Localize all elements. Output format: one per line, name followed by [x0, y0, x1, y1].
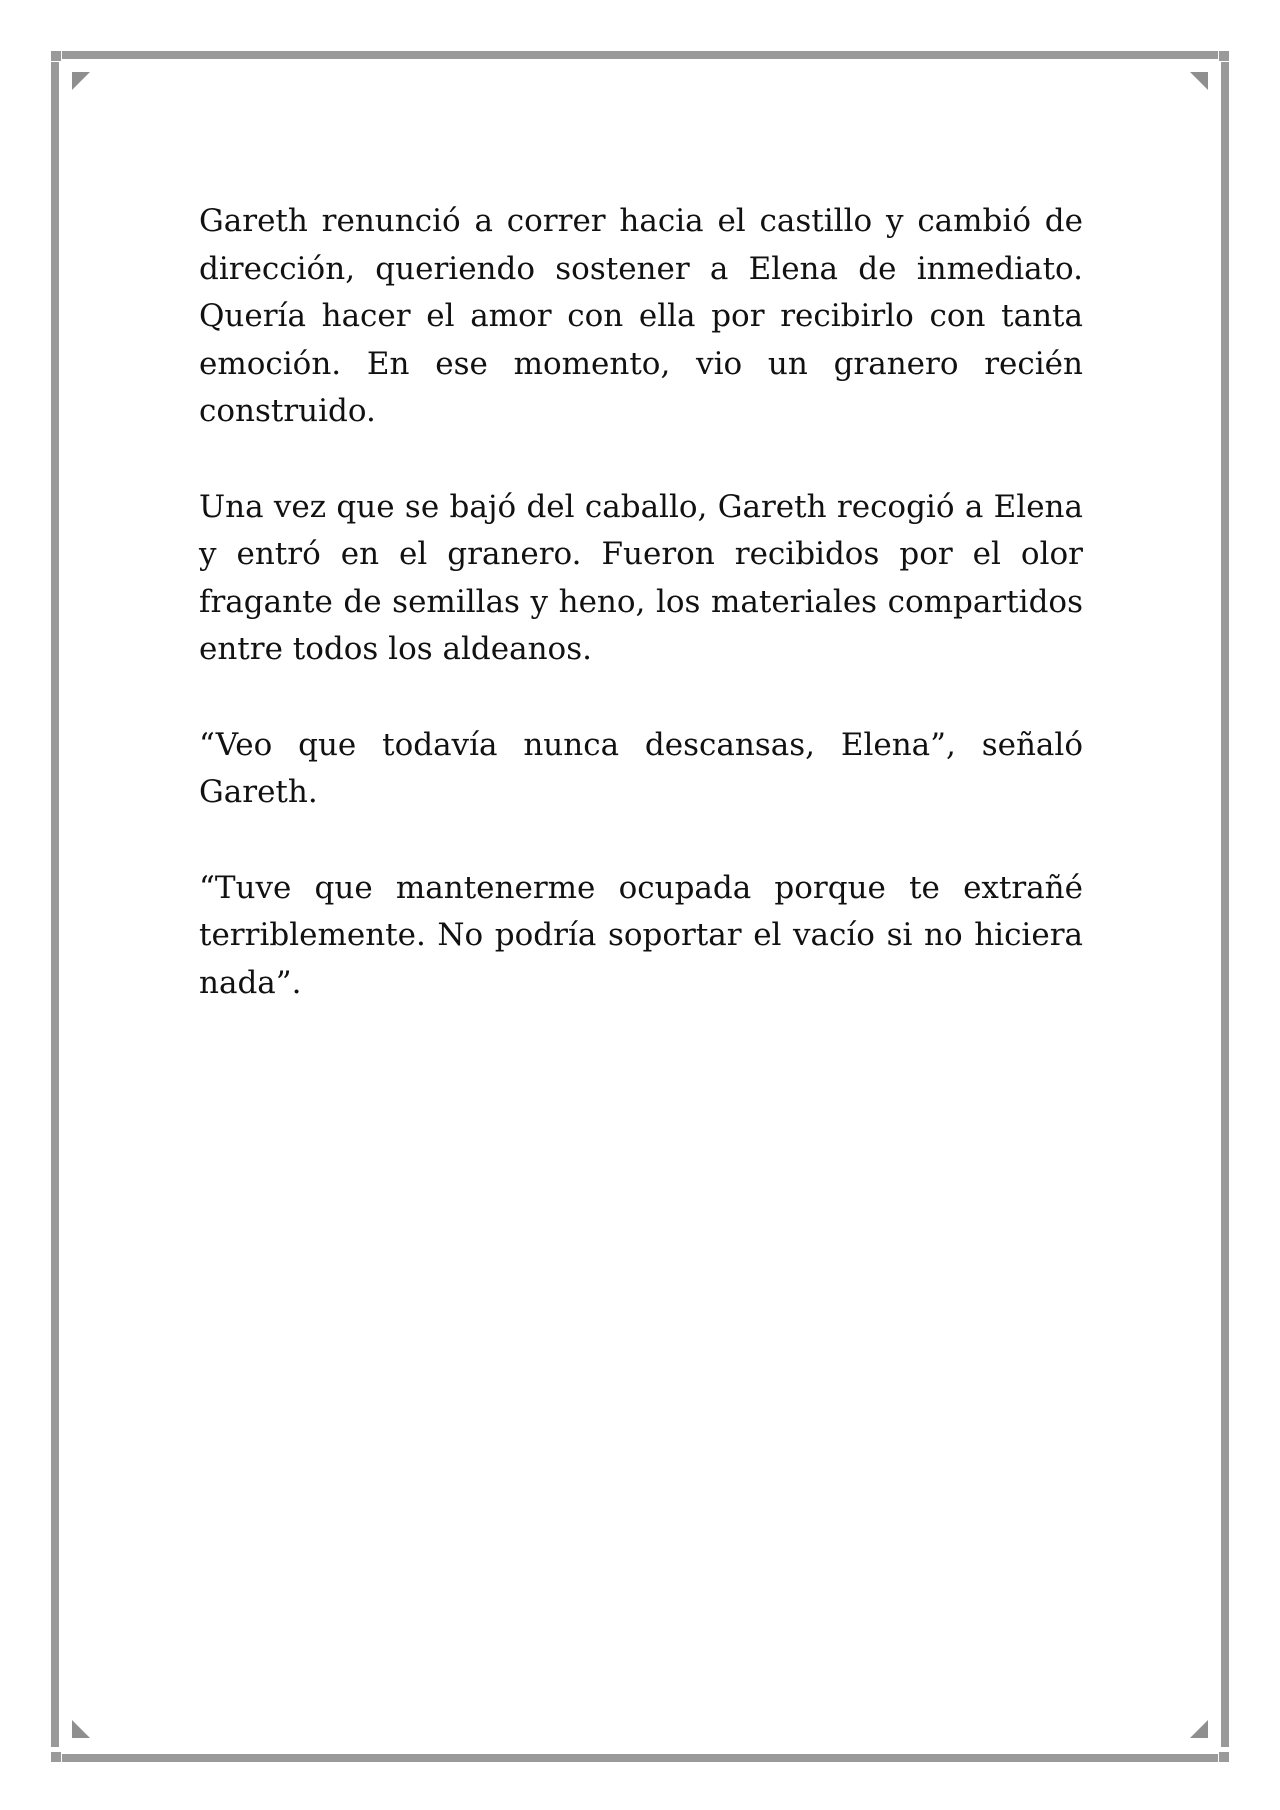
frame-corner-bottom-right — [1219, 1752, 1229, 1762]
page-body — [199, 198, 1083, 1055]
paragraph-1: Gareth renunció a correr hacia el castillo y cambió de dirección, queriendo sostener a Elena de inmediato. Quería hacer el amor con ella por recibirlo con tanta emoción. En ese momento, vio un granero recién construido. — [199, 203, 1083, 429]
paragraph-2: Una vez que se bajó del caballo, Gareth recogió a Elena y entró en el granero. Fueron recibidos por el olor fragante de semillas y heno, los materiales compartidos entre todos los aldeanos. — [199, 488, 1083, 667]
frame-left-border — [51, 62, 59, 1747]
paragraph-4: “Tuve que mantenerme ocupada porque te extrañé terriblemente. No podría soportar el vacío si no hiciera nada”. — [199, 869, 1083, 1001]
frame-ornament-top-left — [72, 72, 90, 90]
frame-bottom-border — [62, 1754, 1218, 1762]
frame-ornament-bottom-left — [72, 1720, 90, 1738]
frame-corner-top-right — [1219, 51, 1229, 61]
frame-corner-top-left — [51, 51, 61, 61]
frame-right-border — [1221, 62, 1229, 1747]
paragraph-3: “Veo que todavía nunca descansas, Elena”, señaló Gareth. — [199, 726, 1083, 810]
frame-top-border — [62, 51, 1218, 59]
frame-ornament-bottom-right — [1190, 1720, 1208, 1738]
frame-ornament-top-right — [1190, 72, 1208, 90]
frame-corner-bottom-left — [51, 1752, 61, 1762]
